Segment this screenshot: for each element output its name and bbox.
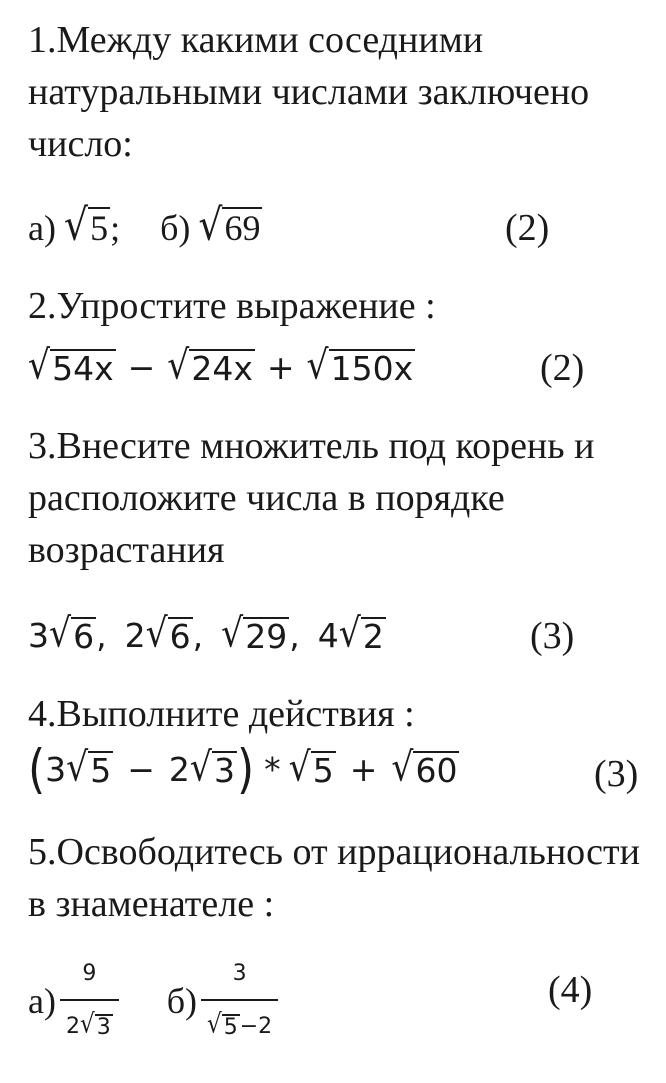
sqrt-5-b: √ 5 [288,744,334,791]
op-plus: + [349,750,378,789]
open-paren-icon: ( [28,738,46,800]
task-1-points: (2) [505,207,550,249]
task-1-text: 1.Между какими соседними натуральными числами заключено число: [28,19,590,165]
sqrt-24x: √ 24x [167,342,253,389]
sqrt-150x: √ 150x [306,342,414,389]
label-b: б) [166,980,197,1021]
task-2-points: (2) [540,347,585,389]
coef-4: 4 [317,616,339,655]
coef: 2 [168,750,190,789]
fraction-a: 9 2 √ 3 [60,952,119,1049]
task-5-expression [28,952,282,1049]
task-4-expression [28,738,459,800]
task-5-points: (4) [548,969,593,1011]
op-plus: + [266,348,295,387]
task-2-expression [28,342,415,390]
sqrt-2: √ 2 [338,610,384,657]
task-2-text: 2.Упростите выражение : [28,285,436,327]
sqrt-6-b: √ 6 [145,610,191,657]
sqrt-6-a: √ 6 [49,610,95,657]
sqrt-5: √ 5 [63,199,109,251]
sqrt-69: √ 69 [198,199,261,251]
task-3-points: (3) [530,615,575,657]
sqrt-3: √ 3 [189,744,235,791]
label-a: а) [28,208,56,248]
task-1-expression [28,199,262,251]
task-4-text: 4.Выполните действия : [28,693,415,735]
fraction-b: 3 √ 5 −2 [201,952,278,1049]
task-3-text: 3.Внесите множитель под корень и расположите числа в порядке возрастания [28,425,595,571]
comma: , [289,616,300,655]
coef: 3 [45,750,67,789]
sqrt-60: √ 60 [391,744,458,791]
label-b: б) [160,208,191,248]
separator: ; [110,208,121,248]
label-a: а) [28,980,56,1021]
sqrt-5-a: √ 5 [66,744,112,791]
coef-2: 2 [124,616,146,655]
comma: , [192,616,204,655]
sqrt-54x: √ 54x [28,342,114,389]
comma: , [96,616,107,655]
op-minus: − [127,348,156,387]
task-5-text: 5.Освободитесь от иррациональности в знаменателе : [28,831,640,925]
sqrt-29: √ 29 [221,610,288,657]
close-paren-icon: ) [236,738,255,800]
task-4-points: (3) [594,753,639,795]
task-3-expression [28,610,386,658]
op-minus: − [127,750,155,789]
coef-3: 3 [28,616,49,655]
op-multiply: * [264,750,281,789]
